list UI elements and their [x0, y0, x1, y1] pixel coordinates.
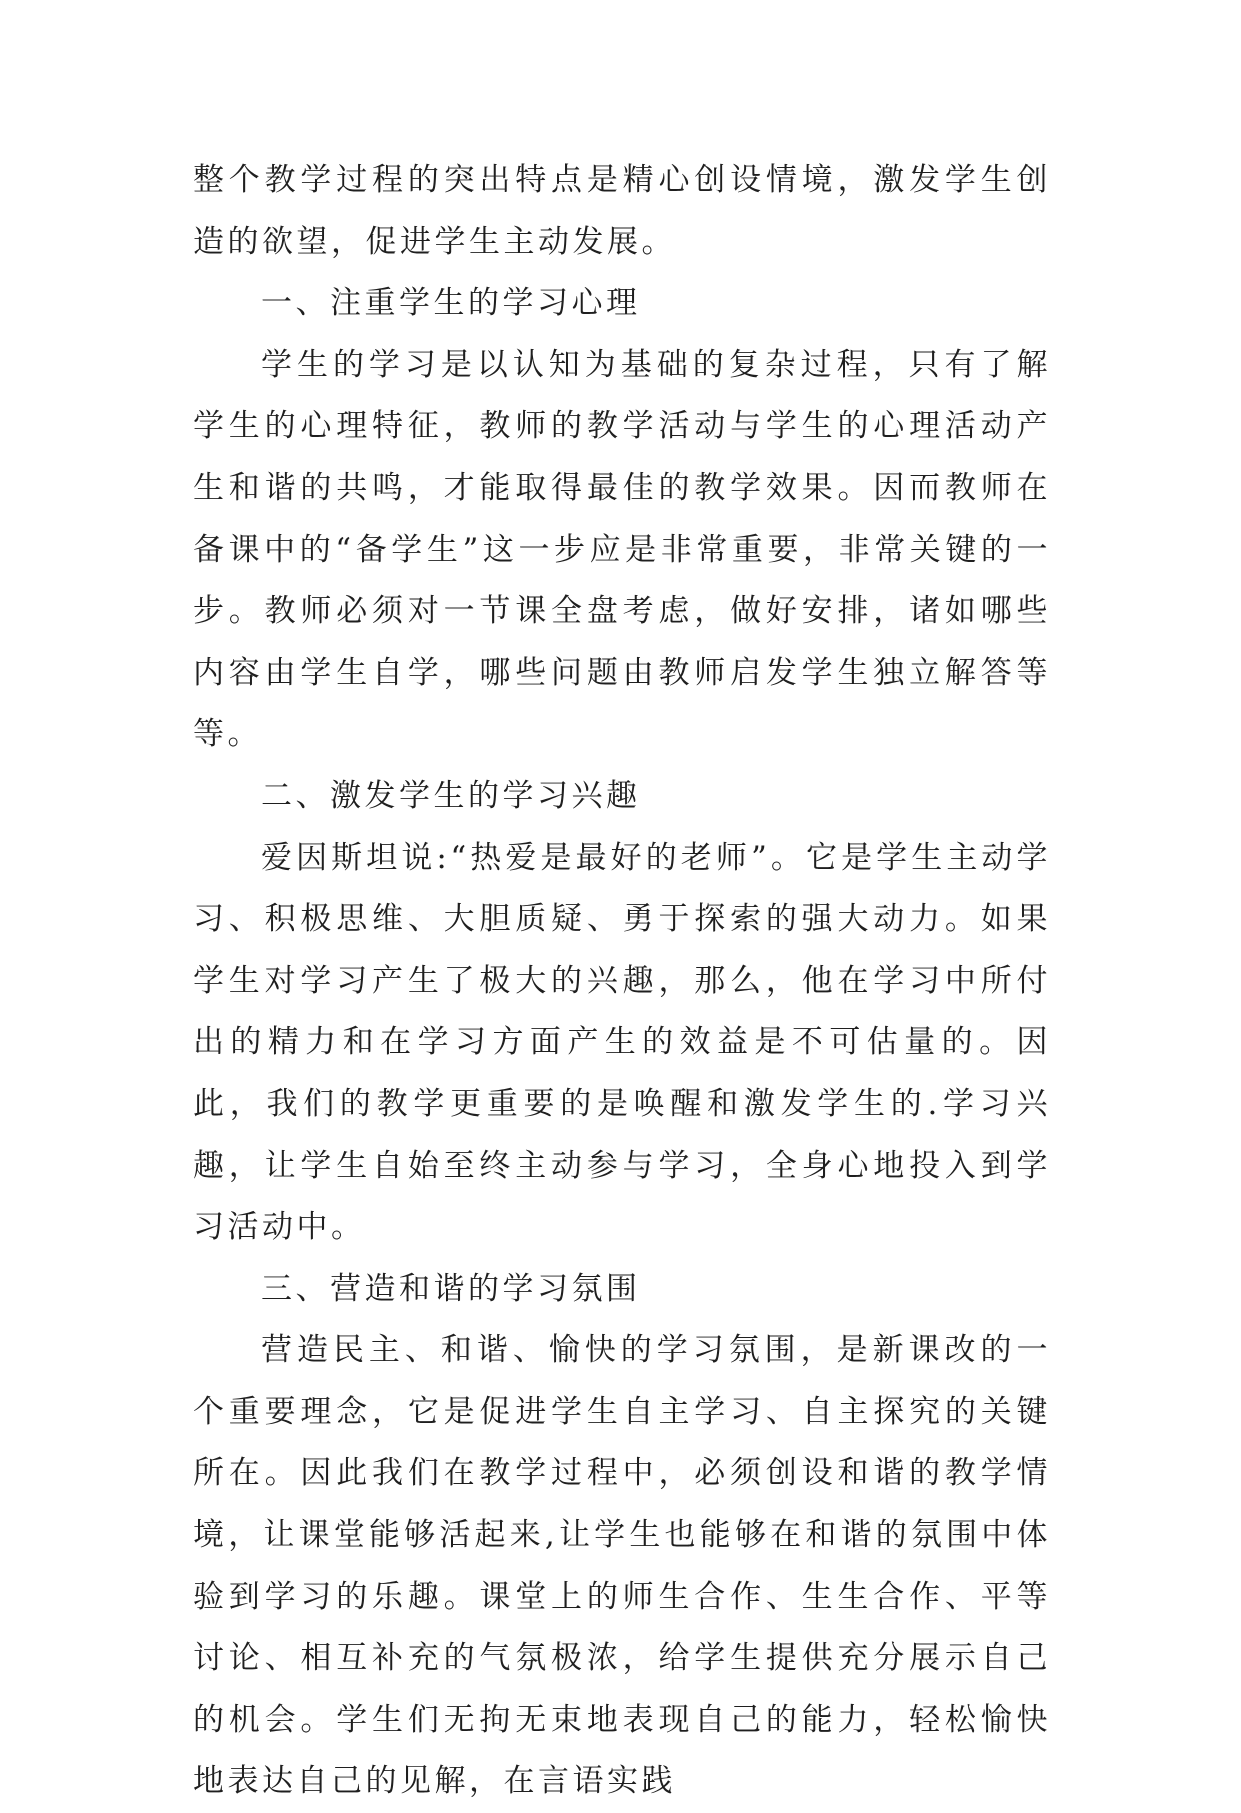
section-heading-3: 三、营造和谐的学习氛围: [261, 1270, 641, 1307]
section-heading-2: 二、激发学生的学习兴趣: [261, 777, 641, 814]
section-heading-1: 一、注重学生的学习心理: [261, 285, 641, 322]
paragraph-section-1: 学生的学习是以认知为基础的复杂过程，只有了解学生的心理特征，教师的教学活动与学生的心理活动产生和谐的共鸣，才能取得最佳的教学效果。因而教师在备课中的“备学生”这一步应是非常重要，非常关键的一步。教师必须对一节课全盘考虑，做好安排，诸如哪些内容由学生自学，哪些问题由教师启发学生独立解答等等。: [193, 346, 1051, 753]
paragraph-intro: 整个教学过程的突出特点是精心创设情境，激发学生创造的欲望，促进学生主动发展。: [193, 162, 1051, 260]
paragraph-section-2: 爱因斯坦说:“热爱是最好的老师”。它是学生主动学习、积极思维、大胆质疑、勇于探索的强大动力。如果学生对学习产生了极大的兴趣，那么，他在学习中所付出的精力和在学习方面产生的效益是不可估量的。因此，我们的教学更重要的是唤醒和激发学生的.学习兴趣，让学生自始至终主动参与学习，全身心地投入到学习活动中。: [193, 839, 1051, 1246]
document-body: [193, 150, 1051, 1813]
paragraph-section-3: 营造民主、和谐、愉快的学习氛围，是新课改的一个重要理念，它是促进学生自主学习、自主探究的关键所在。因此我们在教学过程中，必须创设和谐的教学情境，让课堂能够活起来,让学生也能够在和谐的氛围中体验到学习的乐趣。课堂上的师生合作、生生合作、平等讨论、相互补充的气氛极浓，给学生提供充分展示自己的机会。学生们无拘无束地表现自己的能力，轻松愉快地表达自己的见解，在言语实践: [193, 1332, 1051, 1800]
